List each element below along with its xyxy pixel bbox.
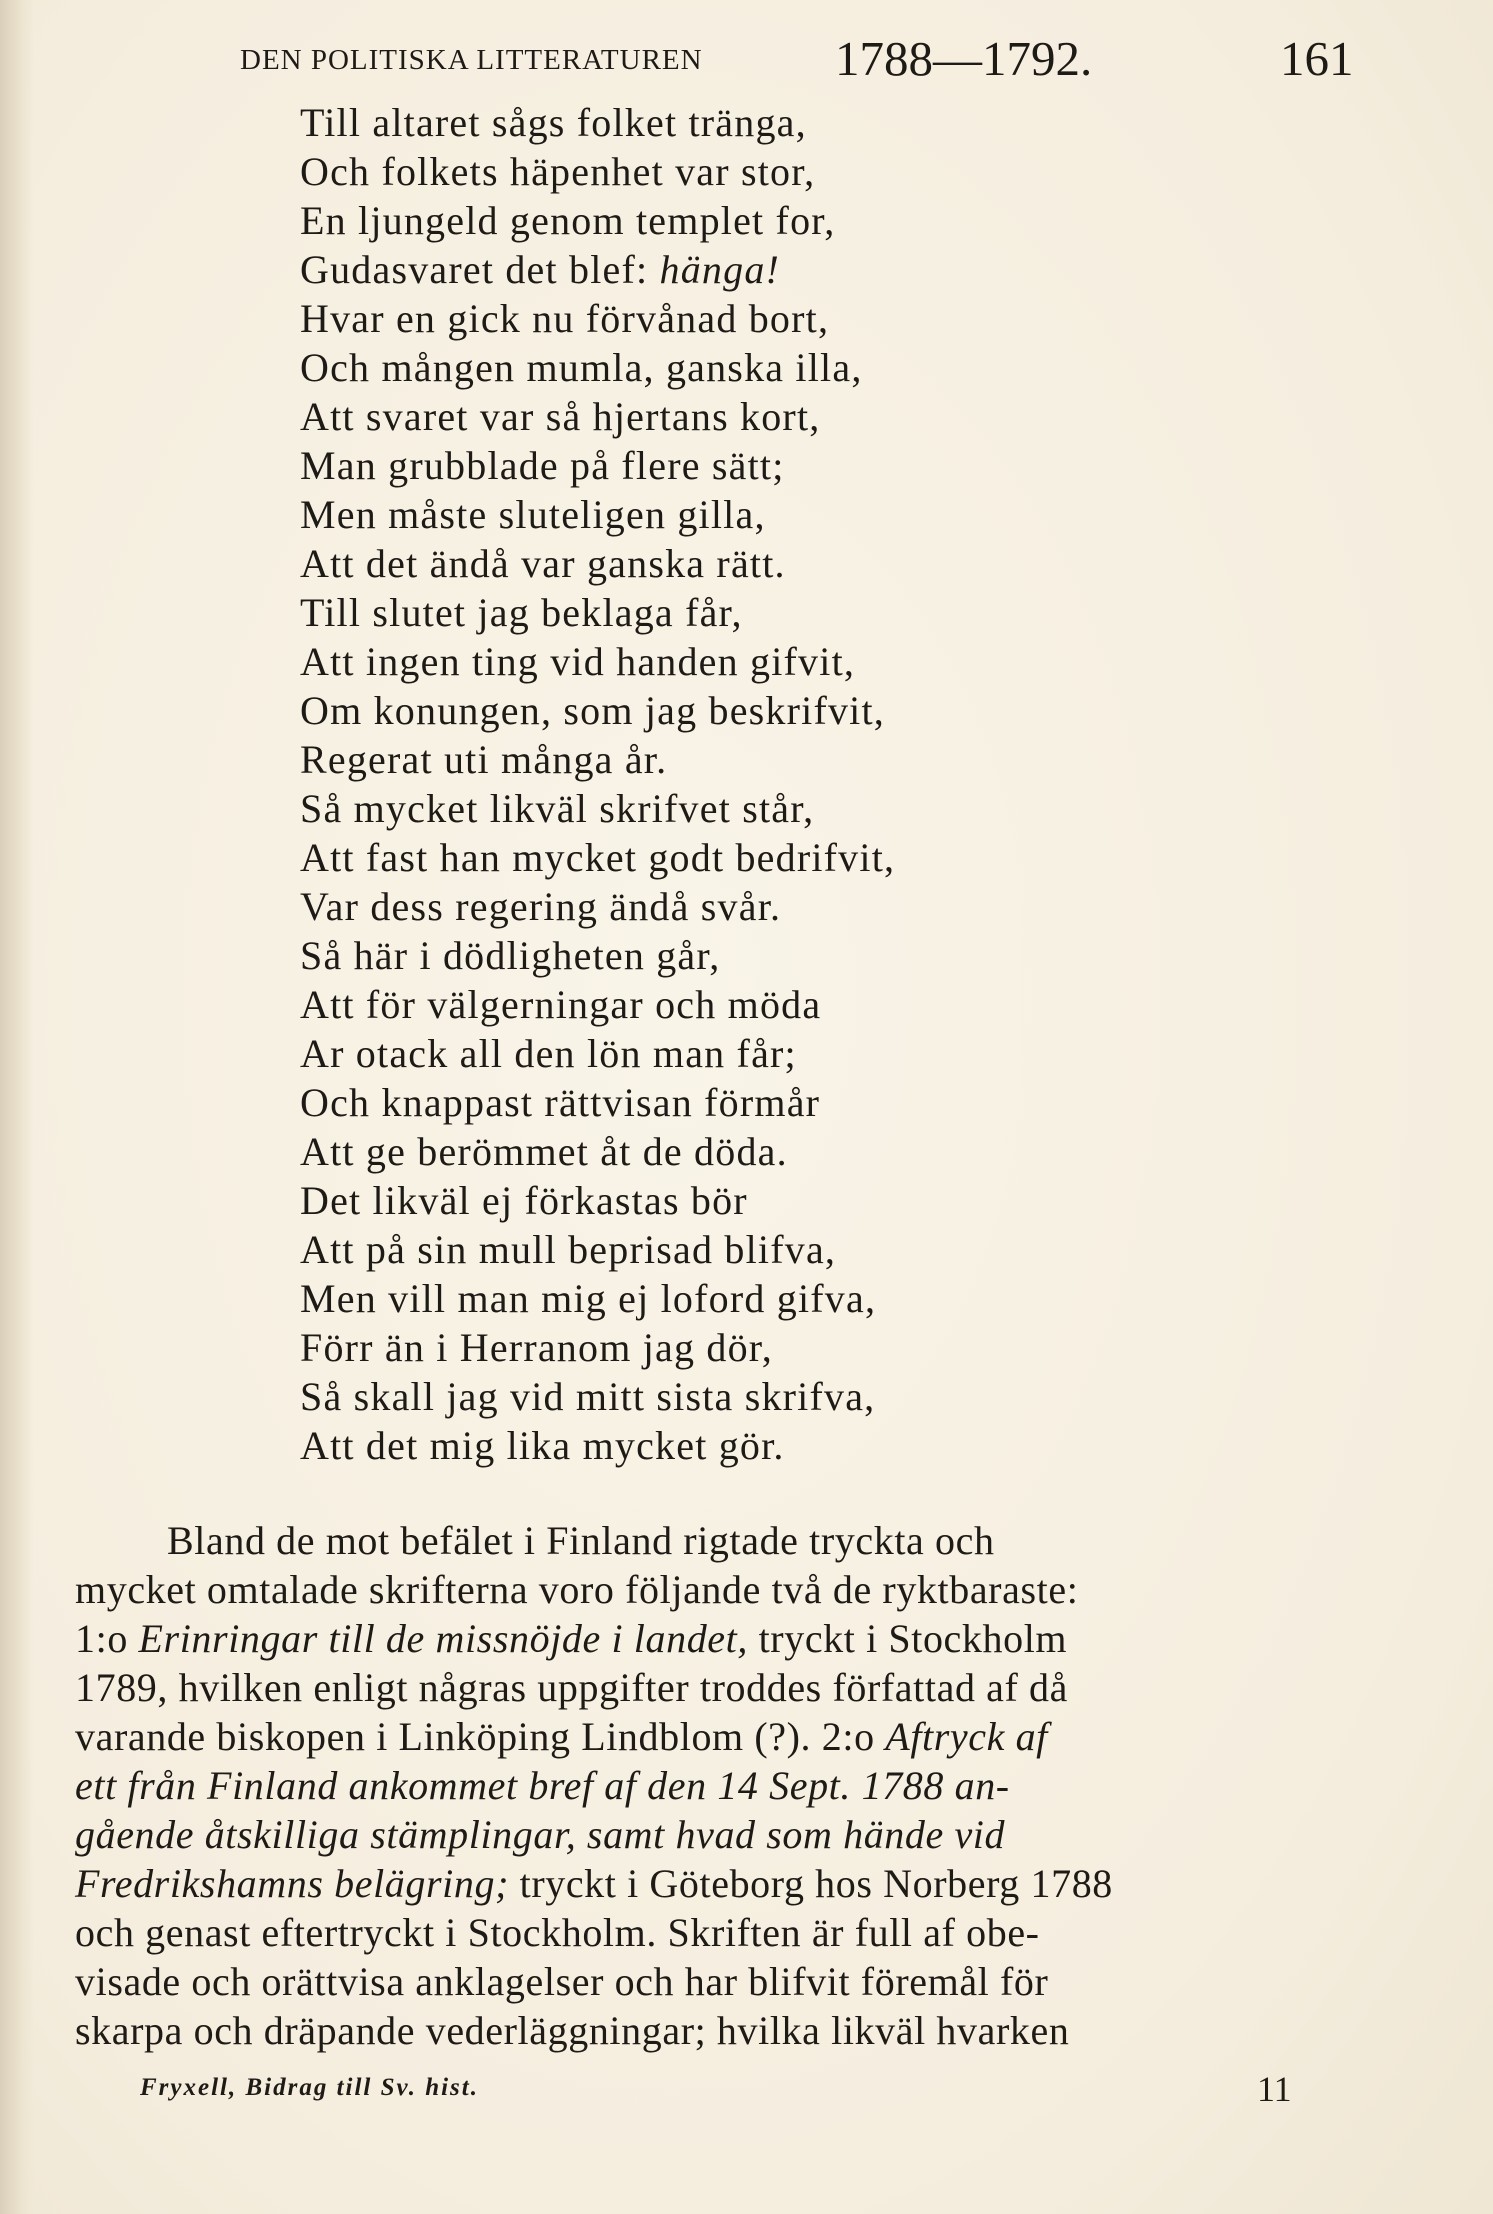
prose-line: 1789, hvilken enligt någras uppgifter troddes författad af då <box>75 1665 1068 1710</box>
poem-line: En ljungeld genom templet for, <box>300 198 836 243</box>
poem-line: Ar otack all den lön man får; <box>300 1031 797 1076</box>
poem-line: Och knappast rättvisan förmår <box>300 1080 821 1125</box>
prose-line: 1:o Erinringar till de missnöjde i landet, tryckt i Stockholm <box>75 1616 1068 1661</box>
prose-line: Bland de mot befälet i Finland rigtade tryckta och <box>167 1518 995 1563</box>
poem-line: Och folkets häpenhet var stor, <box>300 149 816 194</box>
poem-line: Att ingen ting vid handen gifvit, <box>300 639 856 684</box>
poem-line: Att på sin mull beprisad blifva, <box>300 1227 837 1272</box>
prose-line: Fredrikshamns belägring; tryckt i Göteborg hos Norberg 1788 <box>75 1861 1113 1906</box>
poem-line: Man grubblade på flere sätt; <box>300 443 785 488</box>
poem-line: Till altaret sågs folket tränga, <box>300 100 807 145</box>
poem-line: Att svaret var så hjertans kort, <box>300 394 821 439</box>
poem-line: Att det mig lika mycket gör. <box>300 1423 785 1468</box>
poem-line: Så här i dödligheten går, <box>300 933 721 978</box>
running-head-title: DEN POLITISKA LITTERATUREN <box>240 44 703 76</box>
poem-line: Gudasvaret det blef: hänga! <box>300 247 781 292</box>
poem-line: Att det ändå var ganska rätt. <box>300 541 786 586</box>
poem-line: Att för välgerningar och möda <box>300 982 822 1027</box>
prose-line: varande biskopen i Linköping Lindblom (?). 2:o Aftryck af <box>75 1714 1048 1759</box>
prose-line: visade och orättvisa anklagelser och har blifvit föremål för <box>75 1959 1049 2004</box>
poem-line: Förr än i Herranom jag dör, <box>300 1325 773 1370</box>
prose-line: och genast eftertryckt i Stockholm. Skriften är full af obe- <box>75 1910 1040 1955</box>
signature-line: Fryxell, Bidrag till Sv. hist. <box>140 2074 479 2101</box>
poem-line: Hvar en gick nu förvånad bort, <box>300 296 830 341</box>
running-head <box>240 30 1360 90</box>
prose-line: mycket omtalade skrifterna voro följande två de ryktbaraste: <box>75 1567 1079 1612</box>
poem-line: Så mycket likväl skrifvet står, <box>300 786 815 831</box>
running-head-years: 1788—1792. <box>835 31 1093 86</box>
poem-line: Det likväl ej förkastas bör <box>300 1178 748 1223</box>
poem-line: Var dess regering ändå svår. <box>300 884 782 929</box>
prose-line: skarpa och dräpande vederläggningar; hvilka likväl hvarken <box>75 2008 1070 2053</box>
poem <box>300 98 1300 1470</box>
poem-line: Regerat uti många år. <box>300 737 668 782</box>
poem-line: Att ge berömmet åt de döda. <box>300 1129 788 1174</box>
prose-paragraph <box>75 1516 1375 2055</box>
page-number: 161 <box>1280 31 1354 86</box>
poem-line: Så skall jag vid mitt sista skrifva, <box>300 1374 876 1419</box>
poem-line: Men vill man mig ej loford gifva, <box>300 1276 877 1321</box>
signature-mark: 11 <box>1257 2069 1292 2109</box>
spine-shadow <box>0 0 34 2214</box>
prose-line: gående åtskilliga stämplingar, samt hvad som hände vid <box>75 1812 1006 1857</box>
poem-line: Att fast han mycket godt bedrifvit, <box>300 835 896 880</box>
poem-line: Och mången mumla, ganska illa, <box>300 345 863 390</box>
poem-line: Om konungen, som jag beskrifvit, <box>300 688 886 733</box>
poem-line: Men måste sluteligen gilla, <box>300 492 766 537</box>
page-footer <box>140 2068 1300 2108</box>
poem-line: Till slutet jag beklaga får, <box>300 590 743 635</box>
prose-line: ett från Finland ankommet bref af den 14 Sept. 1788 an- <box>75 1763 1010 1808</box>
